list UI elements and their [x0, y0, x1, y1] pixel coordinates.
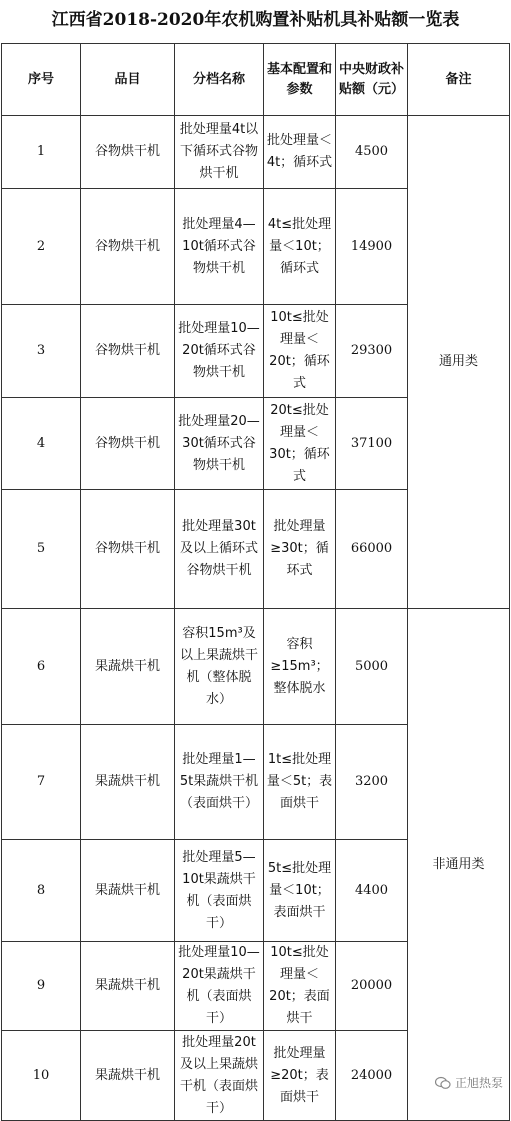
row-subsidy: 4400 [336, 840, 408, 942]
row-config: 批处理量≥20t；表面烘干 [264, 1031, 336, 1121]
row-item: 果蔬烘干机 [81, 840, 175, 942]
row-tier: 批处理量10—20t循环式谷物烘干机 [175, 305, 264, 398]
row-config: 10t≤批处理量＜20t；表面烘干 [264, 942, 336, 1031]
table-row [2, 116, 510, 189]
table-row [2, 609, 510, 725]
subsidy-table [1, 43, 510, 1121]
row-seq: 6 [2, 609, 81, 725]
note-general: 通用类 [408, 116, 510, 609]
row-seq: 3 [2, 305, 81, 398]
row-config: 1t≤批处理量＜5t；表面烘干 [264, 725, 336, 840]
row-config: 4t≤批处理量＜10t；循环式 [264, 189, 336, 305]
note-nongeneral: 非通用类 [408, 609, 510, 1121]
row-subsidy: 4500 [336, 116, 408, 189]
row-subsidy: 3200 [336, 725, 408, 840]
row-item: 果蔬烘干机 [81, 942, 175, 1031]
header-seq: 序号 [2, 44, 81, 116]
row-tier: 批处理量4—10t循环式谷物烘干机 [175, 189, 264, 305]
row-subsidy: 5000 [336, 609, 408, 725]
page-title: 江西省2018-2020年农机购置补贴机具补贴额一览表 [51, 10, 460, 30]
row-item: 谷物烘干机 [81, 490, 175, 609]
header-note: 备注 [408, 44, 510, 116]
watermark-text: 正旭热泵 [454, 1076, 503, 1090]
row-config: 批处理量≥30t；循环式 [264, 490, 336, 609]
wechat-icon [435, 1076, 451, 1090]
header-subsidy: 中央财政补贴额（元） [336, 44, 408, 116]
row-seq: 9 [2, 942, 81, 1031]
row-config: 批处理量＜4t；循环式 [264, 116, 336, 189]
row-tier: 批处理量10—20t果蔬烘干机（表面烘干） [175, 942, 264, 1031]
row-item: 谷物烘干机 [81, 189, 175, 305]
row-item: 谷物烘干机 [81, 305, 175, 398]
row-item: 谷物烘干机 [81, 398, 175, 490]
row-tier: 批处理量1—5t果蔬烘干机（表面烘干） [175, 725, 264, 840]
row-item: 果蔬烘干机 [81, 725, 175, 840]
row-tier: 批处理量20—30t循环式谷物烘干机 [175, 398, 264, 490]
header-config: 基本配置和参数 [264, 44, 336, 116]
row-config: 容积≥15m³；整体脱水 [264, 609, 336, 725]
watermark [435, 1074, 503, 1091]
row-seq: 5 [2, 490, 81, 609]
row-tier: 批处理量4t以下循环式谷物烘干机 [175, 116, 264, 189]
row-config: 5t≤批处理量＜10t；表面烘干 [264, 840, 336, 942]
row-item: 果蔬烘干机 [81, 609, 175, 725]
row-subsidy: 29300 [336, 305, 408, 398]
row-subsidy: 37100 [336, 398, 408, 490]
row-subsidy: 24000 [336, 1031, 408, 1121]
row-seq: 4 [2, 398, 81, 490]
row-subsidy: 66000 [336, 490, 408, 609]
row-tier: 批处理量5—10t果蔬烘干机（表面烘干） [175, 840, 264, 942]
row-seq: 8 [2, 840, 81, 942]
row-subsidy: 20000 [336, 942, 408, 1031]
row-subsidy: 14900 [336, 189, 408, 305]
row-seq: 2 [2, 189, 81, 305]
row-tier: 批处理量20t及以上果蔬烘干机（表面烘干） [175, 1031, 264, 1121]
row-tier: 批处理量30t及以上循环式谷物烘干机 [175, 490, 264, 609]
table-header-row [2, 44, 510, 116]
row-seq: 1 [2, 116, 81, 189]
row-item: 谷物烘干机 [81, 116, 175, 189]
row-seq: 7 [2, 725, 81, 840]
row-config: 10t≤批处理量＜20t；循环式 [264, 305, 336, 398]
row-seq: 10 [2, 1031, 81, 1121]
header-item: 品目 [81, 44, 175, 116]
header-tier: 分档名称 [175, 44, 264, 116]
row-item: 果蔬烘干机 [81, 1031, 175, 1121]
row-config: 20t≤批处理量＜30t；循环式 [264, 398, 336, 490]
row-tier: 容积15m³及以上果蔬烘干机（整体脱水） [175, 609, 264, 725]
